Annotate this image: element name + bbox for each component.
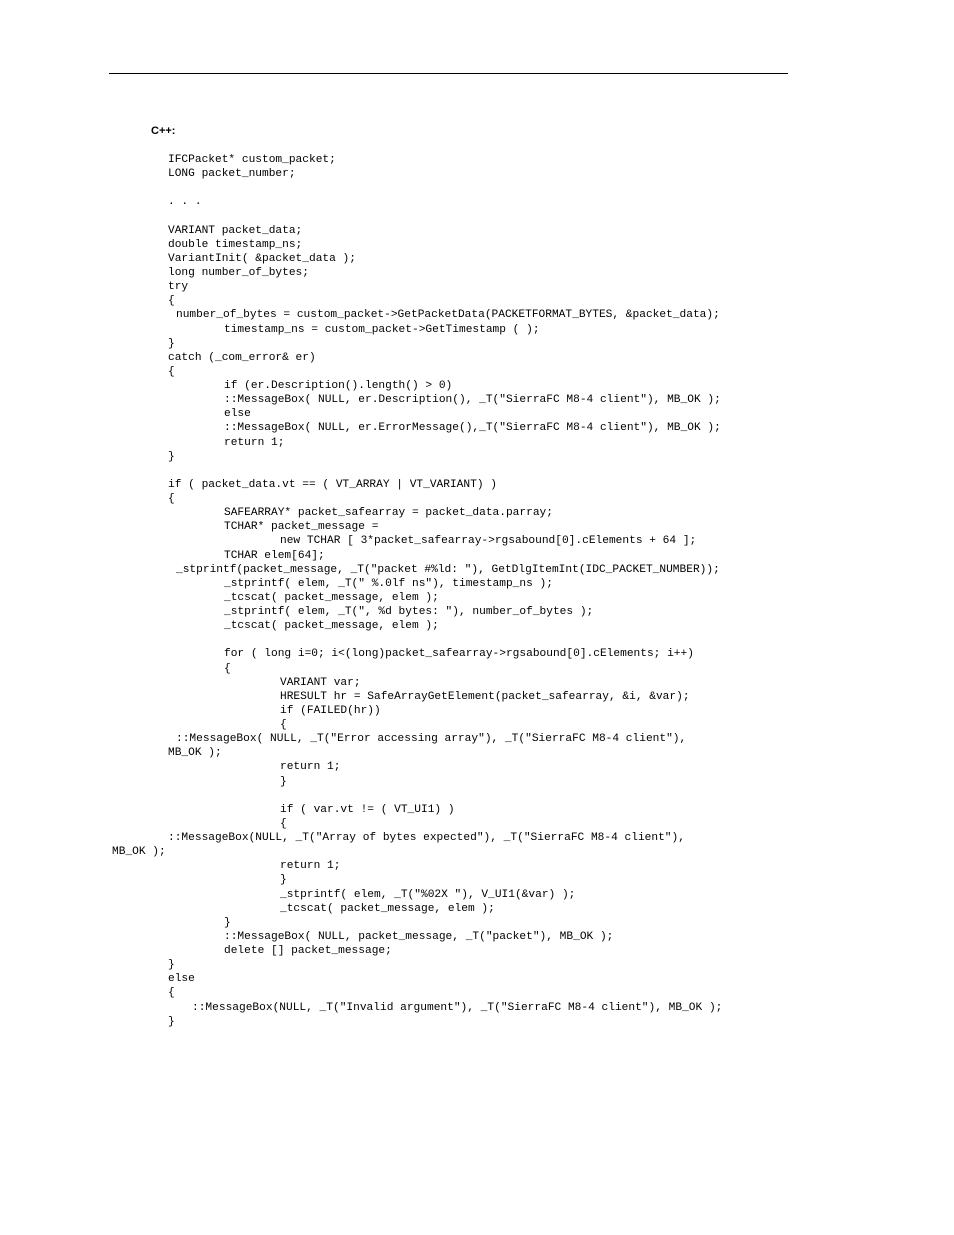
code-line-text: timestamp_ns = custom_packet->GetTimestamp ( ); — [224, 323, 540, 336]
code-line-text: long number_of_bytes; — [168, 267, 309, 279]
code-line-text: . . . — [168, 196, 202, 209]
code-line-text: ::MessageBox(NULL, _T("Array of bytes expected"), _T("SierraFC M8-4 client"), — [168, 832, 685, 844]
code-line-text: delete [] packet_message; — [224, 945, 392, 957]
language-label: C++: — [151, 125, 176, 137]
code-line-text: } — [168, 1015, 175, 1028]
code-line — [0, 1001, 954, 1015]
code-line — [0, 662, 954, 676]
code-line — [0, 337, 954, 351]
code-line — [0, 633, 954, 647]
code-line — [0, 506, 954, 520]
code-line-text: MB_OK ); — [112, 846, 166, 859]
code-line-text: return 1; — [280, 761, 341, 774]
code-line-text: for ( long i=0; i<(long)packet_safearray->rgsabound[0].cElements; i++) — [224, 648, 694, 661]
code-line — [0, 379, 954, 393]
code-line — [0, 181, 954, 195]
code-line — [0, 690, 954, 704]
code-line-text: new TCHAR [ 3*packet_safearray->rgsabound[0].cElements + 64 ]; — [280, 535, 697, 548]
code-line — [0, 280, 954, 294]
code-line-text: } — [280, 775, 287, 788]
code-line-text: if (FAILED(hr)) — [280, 704, 381, 717]
code-line-text: return 1; — [280, 860, 341, 873]
code-line — [0, 1015, 954, 1029]
code-line-text: IFCPacket* custom_packet; — [168, 154, 336, 166]
code-line — [0, 732, 954, 746]
code-line — [0, 549, 954, 563]
code-line — [0, 859, 954, 873]
code-line — [0, 266, 954, 280]
code-line-text: LONG packet_number; — [168, 168, 296, 181]
code-line-text: ::MessageBox( NULL, er.Description(), _T("SierraFC M8-4 client"), MB_OK ); — [224, 394, 721, 407]
code-line — [0, 803, 954, 817]
code-line-text: TCHAR elem[64]; — [224, 549, 325, 562]
code-line — [0, 492, 954, 506]
code-line-text: ::MessageBox(NULL, _T("Invalid argument"), _T("SierraFC M8-4 client"), MB_OK ); — [192, 1001, 723, 1014]
code-line-text: if ( packet_data.vt == ( VT_ARRAY | VT_VARIANT) ) — [168, 478, 497, 491]
header-rule — [109, 73, 788, 74]
code-line-text: number_of_bytes = custom_packet->GetPacketData(PACKETFORMAT_BYTES, &packet_data); — [176, 309, 720, 322]
code-line — [0, 930, 954, 944]
code-line — [0, 944, 954, 958]
code-line — [0, 647, 954, 661]
code-line — [0, 238, 954, 252]
code-line — [0, 478, 954, 492]
code-line-text: ::MessageBox( NULL, _T("Error accessing array"), _T("SierraFC M8-4 client"), — [176, 733, 687, 746]
code-line-text: _tcscat( packet_message, elem ); — [280, 902, 495, 915]
code-line — [0, 775, 954, 789]
code-line — [0, 831, 954, 845]
code-line — [0, 167, 954, 181]
code-line — [0, 393, 954, 407]
code-line — [0, 873, 954, 887]
code-line-text: VARIANT packet_data; — [168, 224, 303, 237]
code-line-text: { — [224, 662, 231, 675]
code-line — [0, 224, 954, 238]
code-line — [0, 421, 954, 435]
code-line-text: { — [168, 987, 175, 1000]
code-line — [0, 534, 954, 548]
code-line — [0, 902, 954, 916]
code-line — [0, 351, 954, 365]
code-line-text: { — [168, 365, 175, 378]
code-line-text: { — [280, 817, 287, 830]
code-line — [0, 252, 954, 266]
code-line-text: _stprintf( elem, _T(" %.0lf ns"), timestamp_ns ); — [224, 577, 553, 590]
code-line — [0, 972, 954, 986]
code-line — [0, 619, 954, 633]
code-line — [0, 888, 954, 902]
code-line-text: } — [224, 916, 231, 929]
code-line — [0, 464, 954, 478]
code-line-text: _stprintf( elem, _T(", %d bytes: "), number_of_bytes ); — [224, 606, 594, 618]
code-line — [0, 986, 954, 1000]
code-line-text: } — [280, 874, 287, 887]
code-line-text: VARIANT var; — [280, 676, 361, 689]
code-line — [0, 365, 954, 379]
code-line-text: else — [168, 973, 195, 986]
code-line — [0, 450, 954, 464]
code-line-text: SAFEARRAY* packet_safearray = packet_data.parray; — [224, 507, 553, 520]
code-line-text: TCHAR* packet_message = — [224, 521, 379, 534]
code-line — [0, 294, 954, 308]
code-line-text: _stprintf( elem, _T("%02X "), V_UI1(&var) ); — [280, 888, 576, 901]
code-line-text: _stprintf(packet_message, _T("packet #%ld: "), GetDlgItemInt(IDC_PACKET_NUMBER)); — [176, 563, 720, 576]
code-line-text: { — [168, 493, 175, 505]
code-line — [0, 605, 954, 619]
code-line — [0, 817, 954, 831]
code-line-text: return 1; — [224, 436, 285, 449]
code-line-text: try — [168, 281, 189, 294]
code-line-text: { — [280, 719, 287, 731]
code-line — [0, 407, 954, 421]
code-line — [0, 676, 954, 690]
code-line-text: _tcscat( packet_message, elem ); — [224, 591, 439, 604]
code-line-text: ::MessageBox( NULL, packet_message, _T("packet"), MB_OK ); — [224, 930, 614, 943]
code-line — [0, 153, 954, 167]
code-line — [0, 577, 954, 591]
code-line-text: ::MessageBox( NULL, er.ErrorMessage(),_T("SierraFC M8-4 client"), MB_OK ); — [224, 422, 721, 435]
code-line-text: HRESULT hr = SafeArrayGetElement(packet_safearray, &i, &var); — [280, 690, 690, 703]
code-line — [0, 845, 954, 859]
code-line-text: MB_OK ); — [168, 747, 222, 760]
code-line — [0, 760, 954, 774]
code-line — [0, 746, 954, 760]
code-line — [0, 210, 954, 224]
code-line-text: } — [168, 450, 175, 463]
code-line — [0, 563, 954, 577]
code-line — [0, 195, 954, 209]
code-line — [0, 958, 954, 972]
code-line-text: { — [168, 295, 175, 308]
code-line-text: _tcscat( packet_message, elem ); — [224, 620, 439, 633]
code-line — [0, 718, 954, 732]
code-line — [0, 436, 954, 450]
code-line — [0, 591, 954, 605]
code-line — [0, 520, 954, 534]
code-line-text: } — [168, 337, 175, 350]
code-line — [0, 704, 954, 718]
code-line-text: double timestamp_ns; — [168, 238, 303, 251]
code-line — [0, 308, 954, 322]
code-line-text: catch (_com_error& er) — [168, 351, 316, 364]
code-line — [0, 789, 954, 803]
code-listing — [0, 153, 954, 1029]
code-line-text: VariantInit( &packet_data ); — [168, 252, 356, 265]
code-line-text: } — [168, 959, 175, 972]
code-line — [0, 323, 954, 337]
code-line-text: if (er.Description().length() > 0) — [224, 380, 453, 392]
code-line-text: else — [224, 408, 251, 421]
code-line — [0, 916, 954, 930]
code-line-text: if ( var.vt != ( VT_UI1) ) — [280, 803, 455, 816]
